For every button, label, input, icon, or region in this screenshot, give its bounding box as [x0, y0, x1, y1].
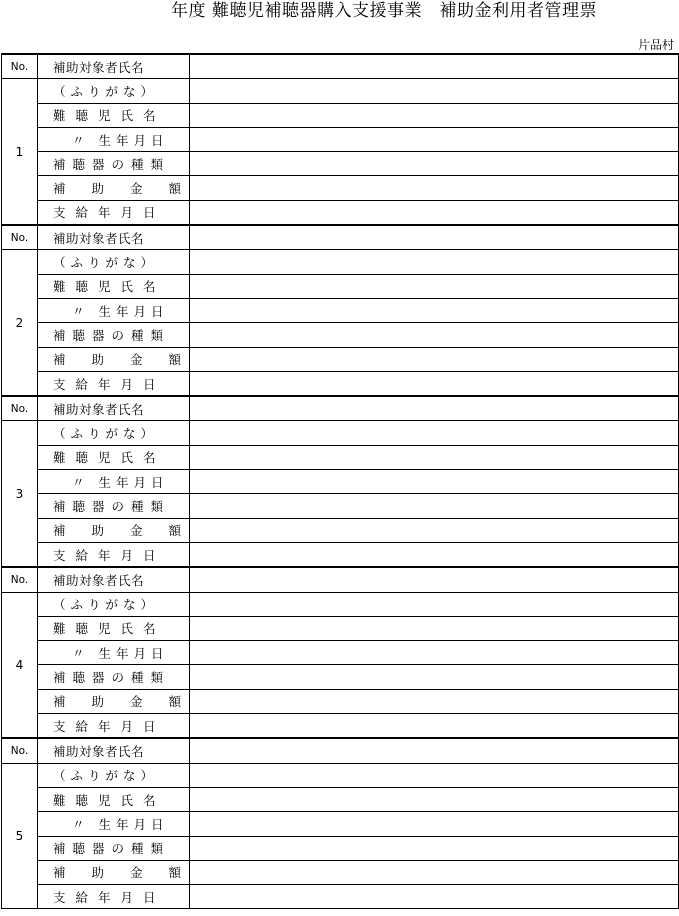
value-amount[interactable]	[190, 518, 679, 542]
record-field-row	[2, 542, 679, 567]
label-furigana: （ふりがな）	[38, 763, 190, 787]
record-field-row	[2, 127, 679, 151]
label-target-name: 補助対象者氏名	[38, 738, 190, 763]
record-field-row	[2, 689, 679, 713]
page-title: 年度 難聴児補聴器購入支援事業 補助金利用者管理票	[171, 1, 597, 21]
label-child-name: 難聴児氏名	[38, 787, 190, 811]
value-birthdate[interactable]	[190, 470, 679, 494]
label-amount: 補助金額	[38, 518, 190, 542]
record-field-row	[2, 103, 679, 127]
label-target-name: 補助対象者氏名	[38, 567, 190, 592]
value-payment-date[interactable]	[190, 542, 679, 567]
value-furigana[interactable]	[190, 79, 679, 103]
value-furigana[interactable]	[190, 592, 679, 616]
record-field-row	[2, 323, 679, 347]
label-payment-date: 支給年月日	[38, 371, 190, 396]
label-target-name: 補助対象者氏名	[38, 54, 190, 79]
record-field-row	[2, 347, 679, 371]
record-field-row	[2, 470, 679, 494]
record-header-row	[2, 396, 679, 421]
village-name: 片品村	[637, 38, 674, 52]
label-target-name: 補助対象者氏名	[38, 396, 190, 421]
value-payment-date[interactable]	[190, 200, 679, 225]
record-field-row	[2, 371, 679, 396]
record-field-row	[2, 445, 679, 469]
record-number: 5	[2, 763, 38, 909]
value-amount[interactable]	[190, 347, 679, 371]
record-field-row	[2, 152, 679, 176]
record-field-row	[2, 250, 679, 274]
label-amount: 補助金額	[38, 347, 190, 371]
record-header-row	[2, 225, 679, 250]
value-device-type[interactable]	[190, 494, 679, 518]
no-label: No.	[2, 225, 38, 250]
label-device-type: 補聴器の種類	[38, 323, 190, 347]
label-device-type: 補聴器の種類	[38, 836, 190, 860]
value-target-name[interactable]	[190, 738, 679, 763]
record-header-row	[2, 567, 679, 592]
label-device-type: 補聴器の種類	[38, 494, 190, 518]
label-payment-date: 支給年月日	[38, 200, 190, 225]
label-birthdate: 〃 生年月日	[38, 298, 190, 322]
record-number: 3	[2, 421, 38, 567]
label-child-name: 難聴児氏名	[38, 445, 190, 469]
value-target-name[interactable]	[190, 225, 679, 250]
no-label: No.	[2, 567, 38, 592]
record-field-row	[2, 787, 679, 811]
record-field-row	[2, 298, 679, 322]
record-field-row	[2, 616, 679, 640]
management-table	[1, 53, 679, 909]
value-device-type[interactable]	[190, 323, 679, 347]
record-field-row	[2, 79, 679, 103]
no-label: No.	[2, 396, 38, 421]
label-amount: 補助金額	[38, 860, 190, 884]
record-number: 1	[2, 79, 38, 225]
record-field-row	[2, 836, 679, 860]
record-header-row	[2, 54, 679, 79]
value-child-name[interactable]	[190, 616, 679, 640]
value-target-name[interactable]	[190, 567, 679, 592]
value-furigana[interactable]	[190, 250, 679, 274]
value-amount[interactable]	[190, 860, 679, 884]
value-device-type[interactable]	[190, 836, 679, 860]
record-field-row	[2, 885, 679, 909]
label-child-name: 難聴児氏名	[38, 274, 190, 298]
value-birthdate[interactable]	[190, 641, 679, 665]
label-target-name: 補助対象者氏名	[38, 225, 190, 250]
label-furigana: （ふりがな）	[38, 592, 190, 616]
label-child-name: 難聴児氏名	[38, 616, 190, 640]
value-child-name[interactable]	[190, 445, 679, 469]
label-furigana: （ふりがな）	[38, 250, 190, 274]
label-child-name: 難聴児氏名	[38, 103, 190, 127]
value-child-name[interactable]	[190, 787, 679, 811]
no-label: No.	[2, 54, 38, 79]
label-device-type: 補聴器の種類	[38, 152, 190, 176]
record-number: 4	[2, 592, 38, 738]
label-furigana: （ふりがな）	[38, 79, 190, 103]
value-target-name[interactable]	[190, 54, 679, 79]
label-payment-date: 支給年月日	[38, 714, 190, 739]
record-field-row	[2, 518, 679, 542]
record-field-row	[2, 274, 679, 298]
record-field-row	[2, 714, 679, 739]
no-label: No.	[2, 738, 38, 763]
record-number: 2	[2, 250, 38, 396]
record-field-row	[2, 176, 679, 200]
value-child-name[interactable]	[190, 274, 679, 298]
record-field-row	[2, 592, 679, 616]
label-amount: 補助金額	[38, 689, 190, 713]
label-payment-date: 支給年月日	[38, 885, 190, 909]
record-field-row	[2, 812, 679, 836]
label-birthdate: 〃 生年月日	[38, 127, 190, 151]
record-field-row	[2, 421, 679, 445]
value-furigana[interactable]	[190, 421, 679, 445]
label-amount: 補助金額	[38, 176, 190, 200]
label-furigana: （ふりがな）	[38, 421, 190, 445]
label-birthdate: 〃 生年月日	[38, 641, 190, 665]
value-birthdate[interactable]	[190, 812, 679, 836]
value-amount[interactable]	[190, 689, 679, 713]
value-payment-date[interactable]	[190, 885, 679, 909]
value-device-type[interactable]	[190, 665, 679, 689]
label-device-type: 補聴器の種類	[38, 665, 190, 689]
label-payment-date: 支給年月日	[38, 542, 190, 567]
value-device-type[interactable]	[190, 152, 679, 176]
value-child-name[interactable]	[190, 103, 679, 127]
record-field-row	[2, 641, 679, 665]
record-field-row	[2, 494, 679, 518]
value-birthdate[interactable]	[190, 298, 679, 322]
value-furigana[interactable]	[190, 763, 679, 787]
label-birthdate: 〃 生年月日	[38, 812, 190, 836]
record-field-row	[2, 763, 679, 787]
record-field-row	[2, 860, 679, 884]
label-birthdate: 〃 生年月日	[38, 470, 190, 494]
record-header-row	[2, 738, 679, 763]
value-payment-date[interactable]	[190, 714, 679, 739]
value-target-name[interactable]	[190, 396, 679, 421]
value-birthdate[interactable]	[190, 127, 679, 151]
value-amount[interactable]	[190, 176, 679, 200]
record-field-row	[2, 665, 679, 689]
value-payment-date[interactable]	[190, 371, 679, 396]
record-field-row	[2, 200, 679, 225]
